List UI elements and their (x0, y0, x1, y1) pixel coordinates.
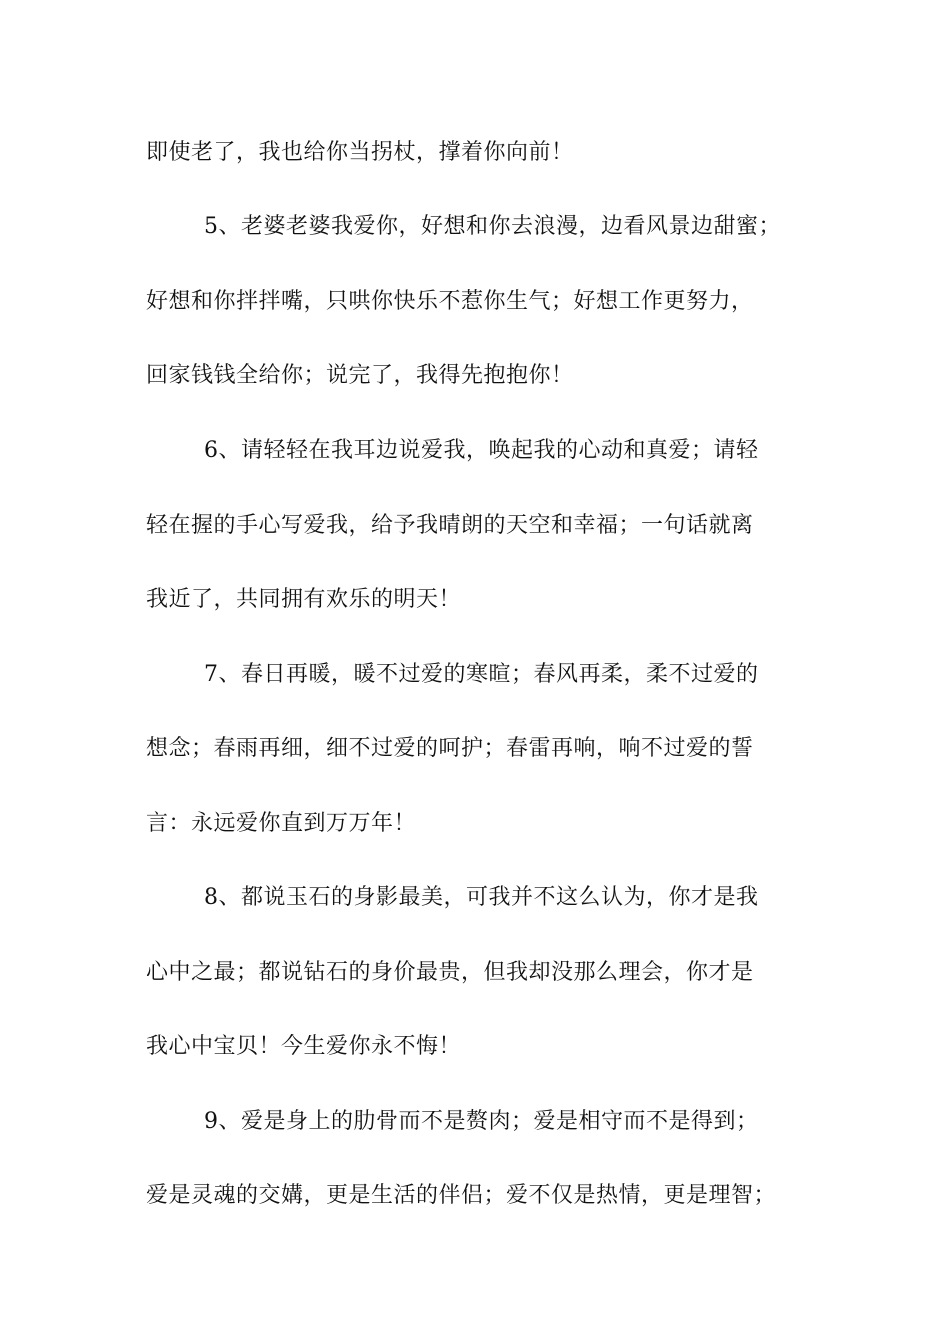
text-line: 9、爱是身上的肋骨而不是赘肉；爱是相守而不是得到； (204, 1109, 759, 1134)
text-line: 爱是灵魂的交媾，更是生活的伴侣；爱不仅是热情，更是理智； (146, 1183, 777, 1208)
text-line: 言：永远爱你直到万万年！ (146, 811, 417, 836)
text-line: 5、老婆老婆我爱你，好想和你去浪漫，边看风景边甜蜜； (204, 214, 781, 239)
text-line: 轻在握的手心写爱我，给予我晴朗的天空和幸福；一句话就离 (146, 513, 754, 538)
text-line: 8、都说玉石的身影最美，可我并不这么认为，你才是我 (204, 885, 759, 910)
text-line: 想念；春雨再细，细不过爱的呵护；春雷再响，响不过爱的誓 (146, 736, 754, 761)
text-line: 7、春日再暖，暖不过爱的寒暄；春风再柔，柔不过爱的 (204, 662, 759, 687)
text-line: 6、请轻轻在我耳边说爱我，唤起我的心动和真爱；请轻 (204, 438, 759, 463)
text-line: 我近了，共同拥有欢乐的明天！ (146, 587, 462, 612)
text-line: 心中之最；都说钻石的身价最贵，但我却没那么理会，你才是 (146, 960, 754, 985)
text-line: 即使老了，我也给你当拐杖，撑着你向前！ (146, 140, 574, 165)
text-line: 回家钱钱全给你；说完了，我得先抱抱你！ (146, 363, 574, 388)
text-line: 好想和你拌拌嘴，只哄你快乐不惹你生气；好想工作更努力， (146, 289, 754, 314)
text-line: 我心中宝贝！今生爱你永不悔！ (146, 1034, 462, 1059)
